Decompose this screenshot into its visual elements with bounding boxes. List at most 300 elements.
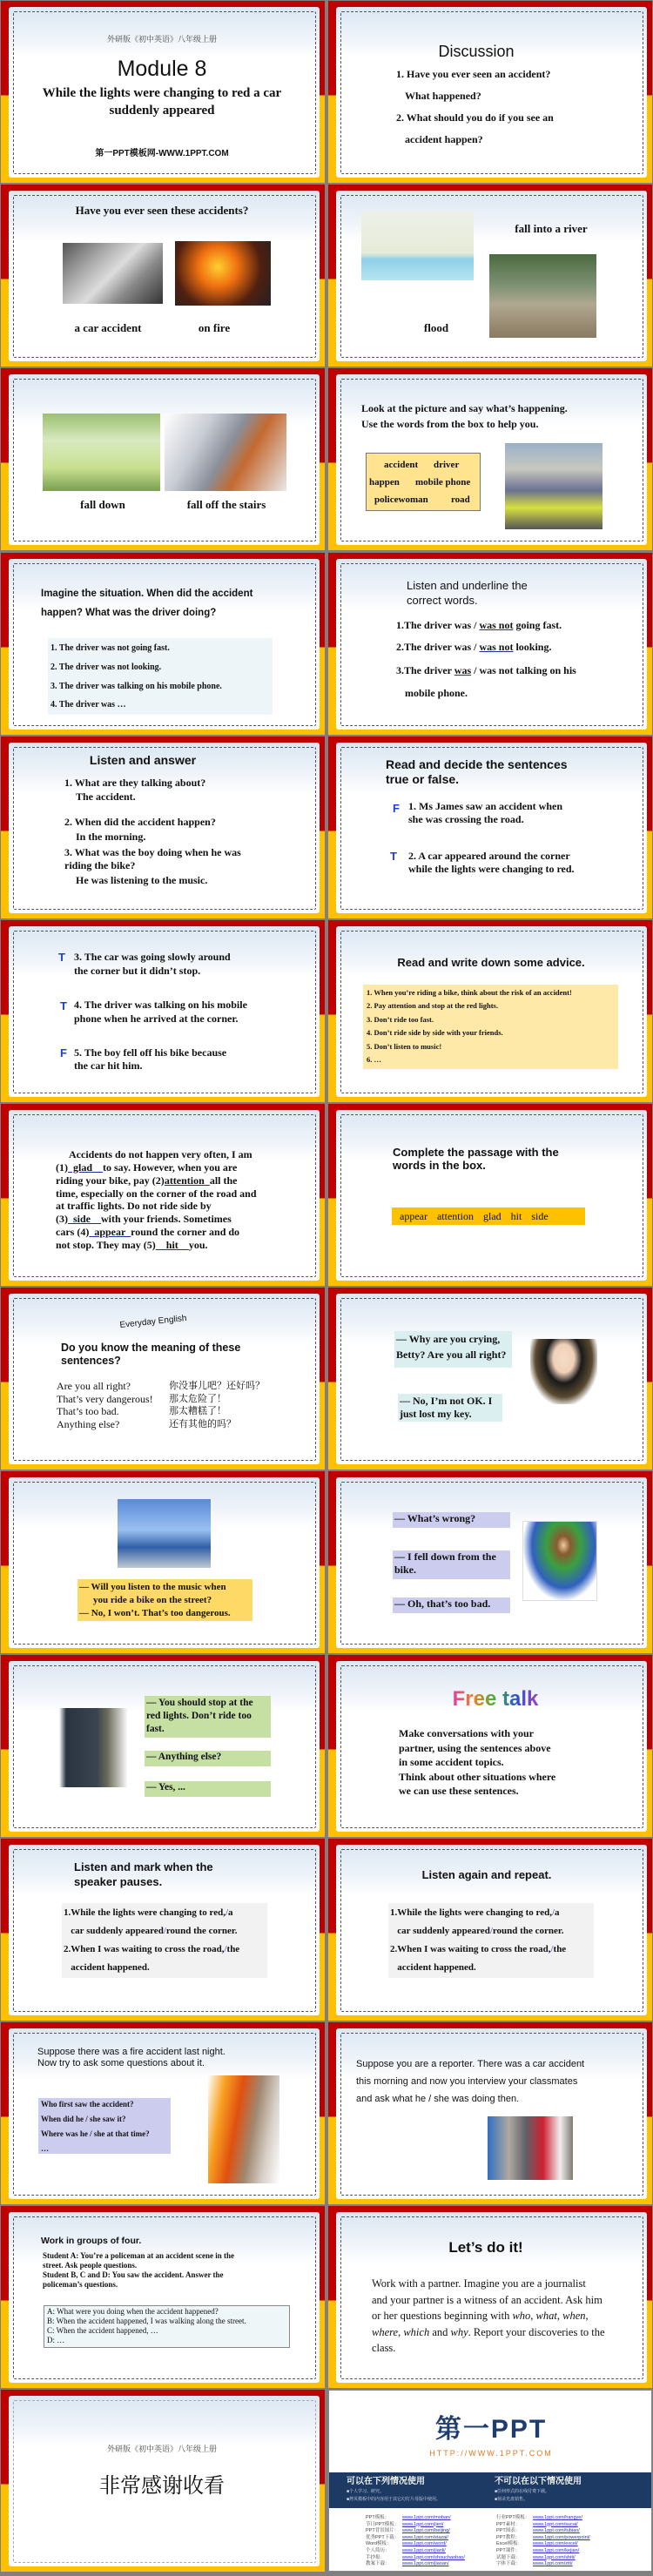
phrase-en: Anything else?	[57, 1418, 120, 1430]
sentence-1	[396, 620, 562, 632]
statement-cont: phone when he arrived at the corner.	[74, 1012, 239, 1025]
text-segment: was	[454, 664, 472, 676]
text-segment: to say. However, when you are	[103, 1161, 238, 1174]
text-segment: a	[555, 1907, 560, 1918]
question-item: …	[41, 2144, 49, 2153]
everyday-english-tag: Everyday English	[118, 1313, 187, 1331]
dialogue-line: you ride a bike on the street?	[93, 1595, 212, 1605]
text-segment: round the corner.	[492, 1926, 564, 1936]
passage-line	[69, 1149, 252, 1161]
question-2: 2. What should you do if you see an	[396, 111, 554, 124]
instruction-line: Look at the picture and say what’s happening.	[361, 402, 568, 414]
text-segment: ,	[556, 2310, 563, 2322]
text-segment: (1)	[56, 1161, 68, 1174]
slide-2-discussion[interactable]	[328, 1, 652, 183]
text-segment: round the corner.	[165, 1926, 238, 1936]
slide-11-true-false-cont[interactable]	[1, 920, 325, 1102]
instruction-line: Read and decide the sentences	[386, 757, 568, 771]
slide-22-listen-repeat[interactable]	[328, 1839, 652, 2021]
link-row	[496, 2559, 573, 2566]
option-item: 2. The driver was not looking.	[50, 662, 162, 672]
site-link[interactable]: www.1ppt.com/moban/	[402, 2515, 451, 2520]
image-label: fall into a river	[515, 222, 588, 235]
slide-14-complete-passage[interactable]	[328, 1104, 652, 1286]
sentence-line	[64, 1907, 233, 1919]
sentence-line	[390, 1962, 476, 1974]
fire-photo	[175, 241, 271, 306]
book-subtitle: 外研版《初中英语》八年级上册	[106, 35, 218, 44]
text-segment: ,	[398, 2326, 404, 2338]
paragraph-line: Suppose you are a reporter. There was a car accident	[356, 2059, 585, 2069]
text-segment: 1.While the lights were changing to red,	[390, 1907, 552, 1918]
slide-18-dialogue-wrong[interactable]	[328, 1471, 652, 1653]
text-segment: ,	[585, 2310, 589, 2322]
slide-5-falls[interactable]	[1, 368, 325, 550]
option-item: 4. The driver was …	[50, 700, 126, 710]
car-accident-photo	[63, 243, 163, 304]
crying-girl-illustration	[530, 1339, 597, 1404]
role-line: Student A: You’re a policeman at an accident scene in the	[43, 2251, 234, 2260]
word: appear	[400, 1209, 427, 1222]
instruction-line: true or false.	[386, 772, 460, 786]
slide-23-fire-questions[interactable]	[1, 2022, 325, 2204]
text-segment: 2.When I was waiting to cross the road,	[64, 1944, 225, 1954]
stairs-fall-illustration	[165, 414, 286, 491]
word: glad	[482, 1209, 502, 1222]
slide-12-advice[interactable]	[328, 920, 652, 1102]
teacher-illustration	[59, 1708, 128, 1787]
true-mark: T	[58, 951, 65, 964]
statement: 5. The boy fell off his bike because	[74, 1046, 227, 1059]
advice-item: 3. Don’t ride too fast.	[367, 1015, 434, 1024]
text-segment: hit	[155, 1239, 189, 1251]
statement-cont: she was crossing the road.	[408, 813, 524, 825]
dialogue-line: — No, I won’t. That’s too dangerous.	[79, 1608, 231, 1618]
text-segment: was not	[479, 641, 514, 653]
image-label: fall down	[80, 498, 125, 511]
site-link[interactable]: www.1ppt.com/jiaoan/	[402, 2561, 449, 2567]
slide-heading: Listen again and repeat.	[421, 1868, 552, 1881]
text-segment: not stop. They may (5)	[56, 1239, 156, 1251]
pause-mark: /	[550, 1944, 554, 1954]
link-label: 个人简历：	[366, 2548, 390, 2553]
passage-line	[56, 1201, 212, 1213]
link-label: PPT图表：	[496, 2528, 521, 2534]
text-segment: glad	[68, 1161, 104, 1174]
instruction-line: happen? What was the driver doing?	[41, 608, 217, 618]
text-segment: or her questions beginning with	[372, 2310, 513, 2322]
instruction-line: speaker pauses.	[74, 1875, 163, 1888]
answer: The accident.	[76, 790, 136, 803]
allowed-heading: 可以在下列情况使用	[347, 2477, 425, 2486]
allowed-item: ■个人学习、研究。	[347, 2489, 385, 2494]
instruction-line: Listen and mark when the	[74, 1860, 213, 1873]
site-link[interactable]: www.1ppt.com/shouchaobao/	[402, 2554, 465, 2560]
allowed-item: ■拷贝模板中的内容用于其它幻灯片母版中使用。	[347, 2497, 441, 2502]
text-segment: attention	[164, 1174, 210, 1187]
word: policewoman	[374, 494, 428, 505]
slide-28-site-info[interactable]	[328, 2390, 652, 2572]
false-mark: F	[393, 802, 400, 815]
word: attention	[436, 1209, 474, 1222]
accident-scene-photo	[505, 443, 603, 529]
site-link[interactable]: www.1ppt.com/shiti/	[533, 2554, 576, 2560]
paragraph-line: Make conversations with your	[399, 1727, 534, 1739]
phrase-en: That’s too bad.	[57, 1405, 119, 1417]
advice-item: 5. Don’t listen to music!	[367, 1042, 442, 1051]
slide-1-title[interactable]	[1, 1, 325, 183]
slide-10-true-false[interactable]	[328, 736, 652, 918]
text-segment: who	[512, 2310, 531, 2322]
image-label: fall off the stairs	[186, 498, 266, 511]
link-label: 试题下载：	[496, 2554, 521, 2560]
slide-19-dialogue-advice[interactable]	[1, 1655, 325, 1837]
dialogue-line: — Anything else?	[146, 1752, 222, 1762]
link-label: Word模板：	[366, 2541, 392, 2547]
crying-baby-photo	[43, 414, 160, 491]
word: hit	[510, 1209, 522, 1222]
advice-item: 1. When you’re riding a bike, think about the risk of an accident!	[367, 988, 572, 997]
slide-heading: Listen and answer	[89, 753, 197, 767]
phrase-zh: 那太危险了！	[169, 1394, 226, 1404]
text-segment: class.	[372, 2342, 396, 2354]
statement: 1. Ms James saw an accident when	[408, 800, 562, 812]
pause-mark: /	[551, 1907, 555, 1918]
paragraph-line	[372, 2294, 603, 2306]
word: road	[451, 494, 470, 505]
text-segment: car suddenly appeared	[390, 1926, 490, 1936]
text-segment: a	[228, 1907, 233, 1918]
text-segment: with your friends. Sometimes	[101, 1213, 232, 1225]
sentence-line	[64, 1962, 150, 1974]
instruction-line: words in the box.	[393, 1159, 486, 1172]
site-link[interactable]: www.1ppt.com/sucai/	[533, 2521, 578, 2527]
link-label: 手抄报：	[366, 2554, 386, 2560]
dialogue-line: — Why are you crying,	[396, 1333, 501, 1345]
dialogue-line: A: What were you doing when the accident happened?	[47, 2307, 219, 2316]
dialogue-line: red lights. Don’t ride too	[146, 1711, 252, 1721]
image-label: on fire	[198, 321, 231, 334]
link-label: 字体下载：	[496, 2561, 521, 2567]
statement: 3. The car was going slowly around	[74, 951, 231, 963]
text-segment: 2.The driver was /	[396, 641, 480, 653]
question-item: When did he / she saw it?	[41, 2115, 126, 2123]
site-link[interactable]: www.1ppt.com/hangye/	[533, 2515, 582, 2520]
bike-car-illustration	[118, 1499, 211, 1568]
text-segment: round the corner and do	[131, 1226, 240, 1238]
site-link[interactable]: www.1ppt.com/beijing/	[402, 2528, 450, 2534]
true-mark: T	[60, 999, 67, 1012]
text-segment: car suddenly appeared	[64, 1926, 164, 1936]
passage-line	[56, 1162, 237, 1174]
phrase-zh: 还有其他的吗？	[169, 1419, 236, 1429]
site-logo: 第一PPT	[434, 2415, 548, 2444]
instruction-line: Suppose there was a fire accident last night.	[37, 2047, 226, 2057]
link-label: PPT模板：	[366, 2515, 390, 2520]
slide-9-listen-answer[interactable]	[1, 736, 325, 918]
text-segment: and your partner is a witness of an accident. Ask him	[372, 2294, 603, 2306]
phrase-zh: 你没事儿吧？还好吗？	[169, 1381, 265, 1391]
text-segment: going fast.	[513, 619, 562, 631]
false-mark: F	[60, 1046, 67, 1059]
pause-mark: /	[163, 1926, 166, 1936]
slide-26-lets-do-it[interactable]	[328, 2206, 652, 2388]
instruction-line: Do you know the meaning of these	[61, 1342, 241, 1354]
text-segment: accident happened.	[64, 1962, 150, 1973]
paragraph-line	[372, 2326, 605, 2338]
text-segment: time, especially on the corner of the road and	[56, 1187, 257, 1200]
slide-heading: Have you ever seen these accidents?	[75, 204, 249, 217]
text-segment: why	[450, 2326, 468, 2338]
instruction-line: sentences?	[61, 1355, 121, 1367]
word: side	[531, 1209, 549, 1222]
question-2-cont: accident happen?	[405, 133, 483, 145]
passage-line	[56, 1227, 239, 1239]
text-segment: and	[429, 2326, 451, 2338]
question: 1. What are they talking about?	[64, 777, 206, 789]
slide-8-underline[interactable]	[328, 553, 652, 735]
sentence-2	[396, 642, 551, 654]
word-box	[366, 453, 481, 511]
text-segment: the	[226, 1944, 240, 1954]
word-box	[392, 1207, 585, 1225]
image-label: a car accident	[74, 321, 142, 334]
image-label: flood	[423, 321, 449, 334]
question-item: Who first saw the accident?	[41, 2100, 134, 2109]
dialogue-line: C: When the accident happened, …	[47, 2326, 158, 2335]
sentence-line	[64, 1944, 239, 1955]
text-segment: cars (4)	[56, 1226, 90, 1238]
text-segment: appear	[89, 1226, 131, 1238]
free-talk-title: Free talk	[452, 1687, 539, 1711]
thanks-title: 非常感谢收看	[99, 2474, 225, 2498]
dialogue-line: — Will you listen to the music when	[79, 1582, 226, 1592]
burning-building-photo	[208, 2075, 279, 2183]
slide-20-free-talk[interactable]	[328, 1655, 652, 1837]
dialogue-line: B: When the accident happened, I was walking along the street.	[47, 2317, 246, 2325]
text-segment: what	[535, 2310, 557, 2322]
text-segment: the	[553, 1944, 567, 1954]
site-link[interactable]: www.1ppt.com/powerpoint/	[533, 2534, 590, 2540]
statement: 4. The driver was talking on his mobile	[74, 999, 247, 1011]
paragraph-line: we can use these sentences.	[399, 1785, 519, 1797]
slide-3-accidents[interactable]	[1, 185, 325, 367]
advice-item: 4. Don’t ride side by side with your friends.	[367, 1028, 503, 1037]
link-label: PPT素材：	[496, 2521, 521, 2527]
instruction-line: Complete the passage with the	[393, 1146, 559, 1159]
sentence-3-cont: mobile phone.	[405, 687, 468, 699]
advice-item: 6. …	[367, 1055, 381, 1064]
site-footer: 第一PPT模板网-WWW.1PPT.COM	[95, 149, 229, 158]
slide-heading: Let’s do it!	[448, 2239, 523, 2256]
word: driver	[434, 460, 460, 470]
passage-line	[56, 1175, 237, 1187]
statement: 2. A car appeared around the corner	[408, 850, 570, 862]
question: 2. When did the accident happen?	[64, 816, 216, 828]
sentence-line	[390, 1907, 560, 1919]
slide-6-look-and-say[interactable]	[328, 368, 652, 550]
paragraph-line	[372, 2277, 586, 2290]
slide-17-dialogue-music[interactable]	[1, 1471, 325, 1653]
text-segment: looking.	[513, 641, 552, 653]
dialogue-line: — Yes, ...	[146, 1782, 185, 1792]
paragraph-line: in some accident topics.	[399, 1756, 504, 1768]
instruction-line: Imagine the situation. When did the accident	[41, 589, 253, 599]
text-segment: Accidents do not happen very often, I am	[69, 1148, 252, 1160]
site-link[interactable]: www.1ppt.com/jianli/	[402, 2548, 446, 2553]
link-label: 优秀PPT下载：	[366, 2534, 400, 2540]
paragraph-line: partner, using the sentences above	[399, 1742, 551, 1754]
text-segment: 1.The driver was /	[396, 619, 480, 631]
instruction-line: correct words.	[407, 594, 478, 607]
slide-4-river-flood[interactable]	[328, 185, 652, 367]
statement-cont: the corner but it didn’t stop.	[74, 965, 201, 977]
pause-mark: /	[489, 1926, 493, 1936]
paragraph-line	[372, 2342, 395, 2354]
text-segment: side	[68, 1213, 102, 1225]
site-link[interactable]: www.1ppt.com/ziti/	[533, 2561, 573, 2567]
car-accident-photo	[488, 2116, 573, 2180]
phrase-en: Are you all right?	[57, 1380, 131, 1392]
option-item: 3. The driver was talking on his mobile phone.	[50, 682, 222, 691]
slide-heading: Work in groups of four.	[41, 2236, 142, 2246]
text-segment: when	[562, 2310, 586, 2322]
passage-line	[56, 1214, 232, 1226]
text-segment: 2.When I was waiting to cross the road,	[390, 1944, 551, 1954]
slide-24-reporter[interactable]	[328, 2022, 652, 2204]
text-segment: / was not talking on his	[471, 664, 576, 676]
site-link[interactable]: www.1ppt.com/word/	[402, 2541, 447, 2547]
site-url: HTTP://WWW.1PPT.COM	[429, 2449, 553, 2458]
text-segment: 1.While the lights were changing to red,	[64, 1907, 226, 1918]
forbidden-heading: 不可以在以下情况使用	[495, 2477, 582, 2486]
link-label: PPT教程：	[496, 2534, 521, 2540]
instruction-line: Use the words from the box to help you.	[361, 418, 539, 430]
dialogue-line: fast.	[146, 1724, 165, 1734]
advice-item: 2. Pay attention and stop at the red lights.	[367, 1001, 498, 1010]
sentence-line	[390, 1944, 566, 1955]
forbidden-item: ■刻录光盘销售。	[495, 2497, 528, 2502]
discussion-heading: Discussion	[438, 43, 515, 60]
dialogue-line: D: …	[47, 2336, 65, 2344]
slide-7-imagine[interactable]	[1, 553, 325, 735]
paragraph-line: Think about other situations where	[399, 1771, 556, 1783]
word: mobile phone	[415, 477, 471, 488]
text-segment: was not	[479, 619, 514, 631]
answer: He was listening to the music.	[76, 874, 208, 886]
slide-13-passage[interactable]	[1, 1104, 325, 1286]
instruction-line: Now try to ask some questions about it.	[37, 2058, 205, 2068]
phrase-en: That’s very dangerous!	[57, 1393, 153, 1405]
question-cont: riding the bike?	[64, 859, 136, 871]
hurt-boy-illustration	[522, 1521, 597, 1601]
site-link[interactable]: www.1ppt.com/tubiao/	[533, 2528, 580, 2534]
true-mark: T	[390, 850, 397, 863]
link-label: Excel模板：	[496, 2541, 522, 2547]
module-title: Module 8	[117, 57, 207, 81]
flood-photo	[489, 254, 596, 338]
forbidden-item: ■任何形式的在线付费下载。	[495, 2489, 550, 2494]
role-line: Student B, C and D: You saw the accident. Answer the	[43, 2270, 224, 2279]
text-segment: you.	[188, 1239, 208, 1251]
river-illustration	[361, 212, 474, 280]
dialogue-line: — What’s wrong?	[394, 1512, 476, 1524]
question-1: 1. Have you ever seen an accident?	[396, 68, 551, 80]
link-label: 行业PPT模板：	[496, 2515, 530, 2520]
paragraph-line: this morning and now you interview your classmates	[356, 2076, 578, 2087]
paragraph-line	[372, 2310, 589, 2322]
text-segment: all the	[209, 1174, 238, 1187]
question-item: Where was he / she at that time?	[41, 2129, 150, 2138]
text-segment: (3)	[56, 1213, 68, 1225]
question-1-cont: What happened?	[405, 90, 481, 102]
dialogue-line: — Oh, that’s too bad.	[394, 1597, 491, 1610]
link-label: 教案下载：	[366, 2561, 390, 2567]
site-link[interactable]: www.1ppt.com/xiazai/	[402, 2534, 448, 2540]
dialogue-line: — You should stop at the	[146, 1698, 253, 1708]
statement-cont: the car hit him.	[74, 1059, 143, 1072]
link-row	[366, 2559, 449, 2566]
site-link[interactable]: www.1ppt.com/jieri/	[402, 2521, 444, 2527]
site-link[interactable]: www.1ppt.com/excel/	[533, 2541, 578, 2547]
question: 3. What was the boy doing when he was	[64, 846, 241, 858]
slide-25-group-work[interactable]	[1, 2206, 325, 2388]
book-subtitle: 外研版《初中英语》八年级上册	[106, 2445, 218, 2453]
sentence-line	[64, 1926, 237, 1937]
pause-mark: /	[224, 1944, 227, 1954]
pause-mark: /	[225, 1907, 229, 1918]
instruction-line: Listen and underline the	[407, 579, 528, 592]
sentence-line	[390, 1926, 563, 1937]
site-link[interactable]: www.1ppt.com/kejian/	[533, 2548, 580, 2553]
text-segment: . Report your discoveries to the	[468, 2326, 605, 2338]
dialogue-line: just lost my key.	[400, 1408, 472, 1420]
text-segment: Work with a partner. Imagine you are a journalist	[372, 2277, 586, 2290]
link-label: PPT背景图片：	[366, 2528, 400, 2534]
phrase-zh: 那太糟糕了！	[169, 1406, 226, 1416]
slide-heading: Read and write down some advice.	[397, 956, 585, 969]
passage-line	[56, 1188, 257, 1201]
text-segment: where	[372, 2326, 399, 2338]
text-segment: at traffic lights. Do not ride side by	[56, 1200, 212, 1212]
word: accident	[384, 460, 419, 470]
text-segment: 3.The driver	[396, 664, 454, 676]
lesson-title-line1: While the lights were changing to red a car	[42, 86, 282, 100]
text-segment: riding your bike, pay (2)	[56, 1174, 165, 1187]
slide-21-listen-mark[interactable]	[1, 1839, 325, 2021]
sentence-3	[396, 665, 576, 677]
role-line: street. Ask people questions.	[43, 2261, 138, 2270]
dialogue-line: Betty? Are you all right?	[396, 1349, 507, 1361]
paragraph-line: and ask what he / she was doing then.	[356, 2094, 520, 2104]
text-segment: accident happened.	[390, 1962, 476, 1973]
passage-line	[56, 1240, 208, 1252]
dialogue-line: bike.	[394, 1564, 417, 1576]
slide-16-dialogue-betty[interactable]	[328, 1288, 652, 1470]
word: happen	[369, 477, 400, 488]
lesson-title-line2: suddenly appeared	[109, 104, 215, 118]
text-segment: which	[403, 2326, 430, 2338]
slide-15-everyday-english[interactable]	[1, 1288, 325, 1470]
slide-27-thanks[interactable]	[1, 2390, 325, 2572]
role-line: policeman’s questions.	[43, 2280, 118, 2289]
dialogue-line: — No, I’m not OK. I	[400, 1395, 493, 1407]
option-item: 1. The driver was not going fast.	[50, 643, 170, 653]
link-label: 节日PPT模板：	[366, 2521, 400, 2527]
statement-cont: while the lights were changing to red.	[408, 863, 575, 875]
link-label: PPT课件：	[496, 2548, 521, 2553]
dialogue-line: — I fell down from the	[394, 1550, 496, 1563]
